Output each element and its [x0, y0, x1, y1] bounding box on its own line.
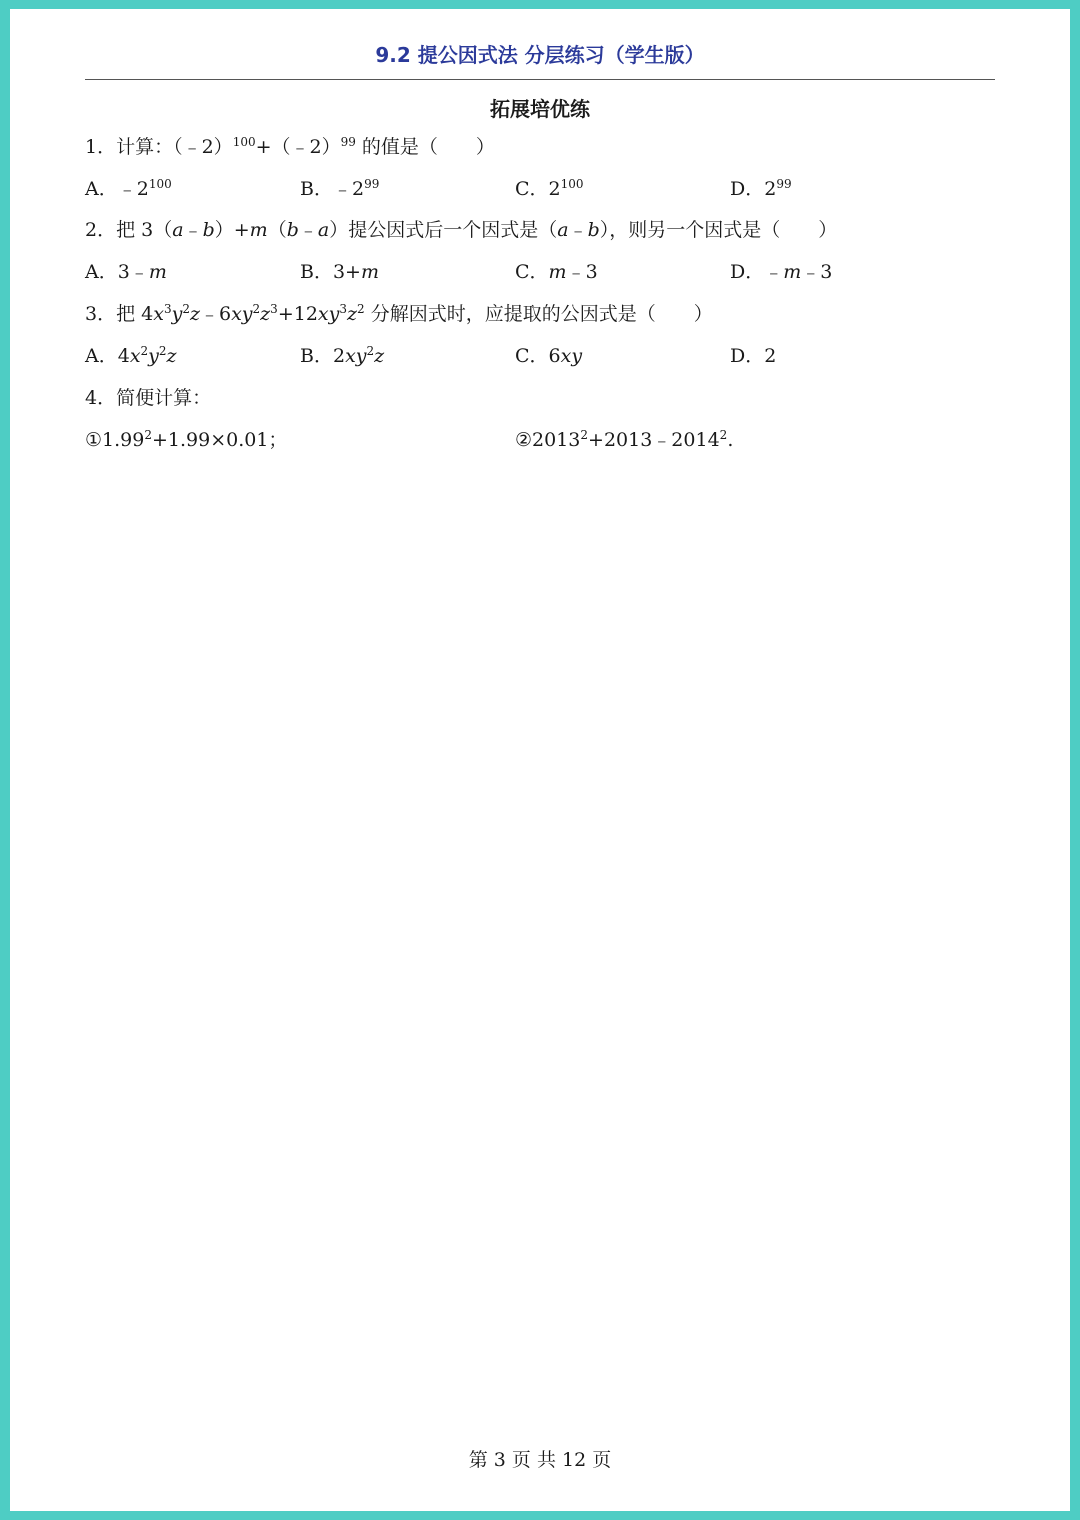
question-3-option-c: C．6xy	[515, 345, 583, 367]
section-title: 拓展培优练	[490, 97, 590, 121]
question-4-part-1: $①1.99^2+1.99\times 0.01$；	[85, 428, 288, 451]
document-page	[10, 9, 1070, 1511]
question-3-option-d: D．2	[730, 345, 777, 367]
question-2-option-d: D．﹣m﹣3	[730, 261, 833, 283]
question-4-stem: 4．简便计算：	[85, 387, 212, 409]
question-1-stem: 1．计算：（﹣2）$^{100}$+（﹣2）$^{99}$ 的值是（ ）	[85, 135, 495, 158]
question-1-option-c: C．$2^{100}$	[515, 177, 584, 200]
page-footer: 第 3 页 共 12 页	[468, 1449, 612, 1471]
question-1-option-b: B．$﹣2^{99}$	[300, 177, 380, 200]
question-2-option-a: A．3﹣m	[85, 261, 167, 283]
question-2-option-c: C．m﹣3	[515, 261, 598, 283]
header-divider	[85, 79, 995, 80]
question-1-option-d: D．$2^{99}$	[730, 177, 792, 200]
question-3-stem: 3．把 $4x^3y^2z﹣6xy^2z^3+12xy^3z^2$ 分解因式时，应提取的公因式是（ ）	[85, 302, 713, 325]
question-2-stem: 2．把 3（a﹣b）+m（b﹣a）提公因式后一个因式是（a﹣b），则另一个因式是（ ）	[85, 219, 838, 241]
question-2-option-b: B．3+m	[300, 261, 380, 283]
question-4-part-2: $②2013^2+2013﹣2014^2$.	[515, 428, 734, 451]
page-header-title: 9.2 提公因式法 分层练习（学生版）	[375, 43, 705, 67]
question-1-option-a: A．$﹣2^{100}$	[85, 177, 172, 200]
question-3-option-b: B．$2xy^2z$	[300, 344, 385, 367]
question-3-option-a: A．$4x^2y^2z$	[85, 344, 177, 367]
